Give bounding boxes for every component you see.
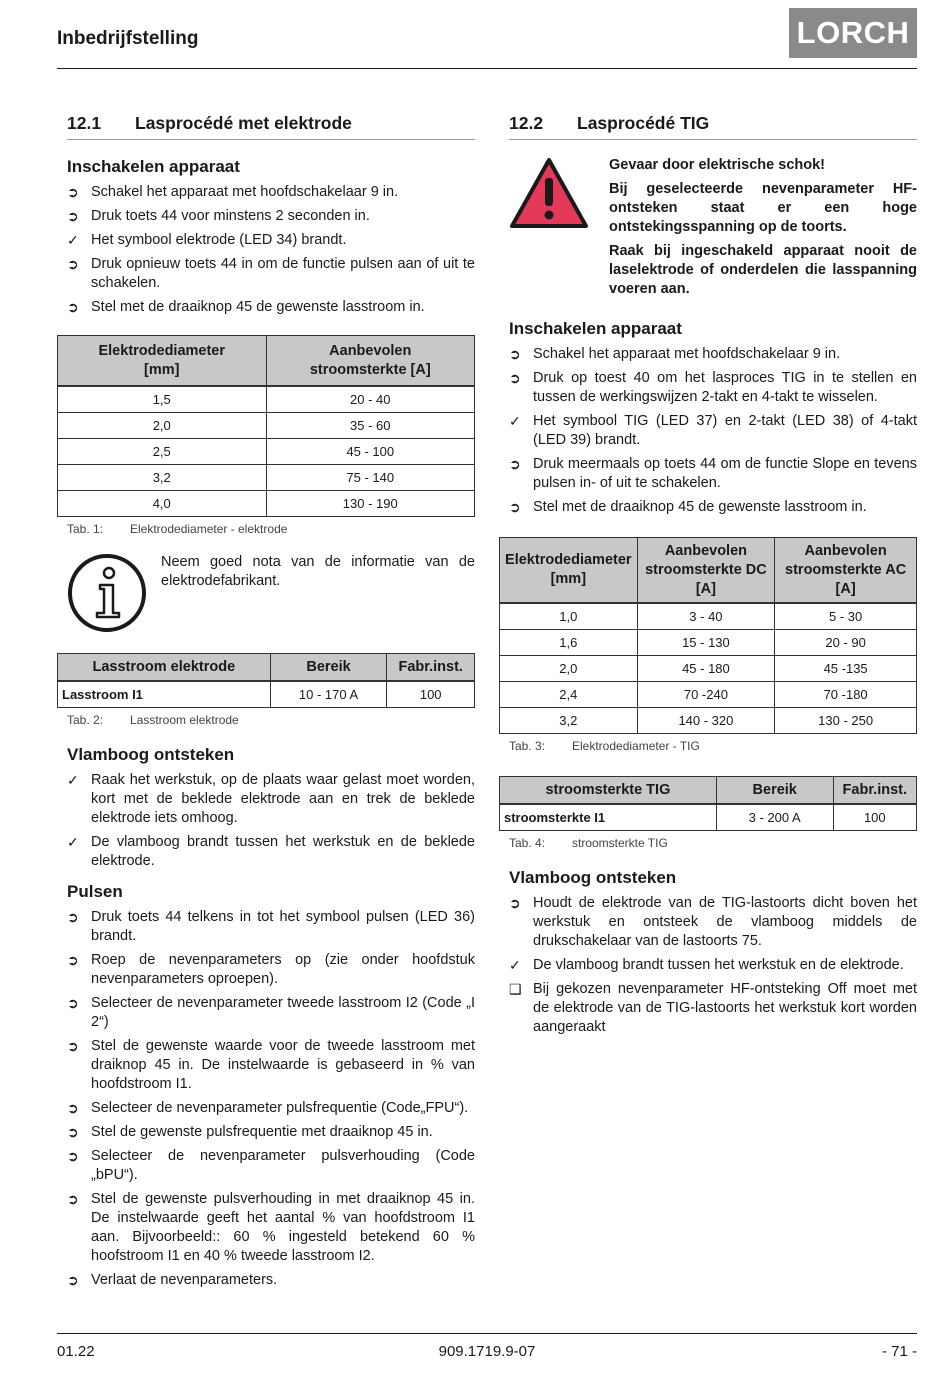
table-cell: 4,0 bbox=[58, 491, 267, 517]
table-cell: 2,4 bbox=[500, 682, 638, 708]
check-icon: ✓ bbox=[67, 772, 79, 788]
subheading-inschakelen: Inschakelen apparaat bbox=[509, 319, 682, 338]
column-header: stroomsterkte TIG bbox=[500, 777, 717, 805]
left-column bbox=[62, 113, 475, 1295]
check-icon: ✓ bbox=[509, 957, 521, 973]
steps-list bbox=[509, 894, 917, 1037]
table-cell: 70 -240 bbox=[637, 682, 775, 708]
list-item bbox=[67, 1099, 475, 1118]
table-cell: 70 -180 bbox=[775, 682, 917, 708]
list-item bbox=[509, 956, 917, 975]
arrow-icon: ➲ bbox=[67, 995, 79, 1011]
list-item-text: Selecteer de nevenparameter pulsverhouding (Code „bPU“). bbox=[91, 1148, 475, 1183]
arrow-icon: ➲ bbox=[509, 370, 521, 386]
steps-list bbox=[67, 183, 475, 317]
arrow-icon: ➲ bbox=[67, 208, 79, 224]
list-item-text: Selecteer de nevenparameter tweede lasstroom I2 (Code „I 2“) bbox=[91, 995, 475, 1030]
column-header: Bereik bbox=[716, 777, 833, 805]
table-cell: 2,0 bbox=[58, 413, 267, 439]
table-cell: 140 - 320 bbox=[637, 708, 775, 734]
table-row bbox=[58, 439, 475, 465]
table-row bbox=[58, 386, 475, 413]
checkbox-icon: ❑ bbox=[509, 981, 522, 997]
list-item-text: Stel de gewenste pulsfrequentie met draaiknop 45 in. bbox=[91, 1124, 433, 1140]
check-icon: ✓ bbox=[67, 834, 79, 850]
steps-list bbox=[509, 345, 917, 517]
info-note bbox=[67, 553, 475, 633]
list-item-text: Druk opnieuw toets 44 in om de functie pulsen aan of uit te schakelen. bbox=[91, 256, 475, 291]
list-item-text: De vlamboog brandt tussen het werkstuk en de elektrode. bbox=[533, 957, 904, 973]
table-row: stroomsterkte I1 3 - 200 A 100 bbox=[500, 804, 917, 831]
list-item-text: Het symbool TIG (LED 37) en 2-takt (LED 38) of 4-takt (LED 39) brandt. bbox=[533, 413, 917, 448]
table-row bbox=[500, 708, 917, 734]
list-item-text: Druk toets 44 telkens in tot het symbool pulsen (LED 36) brandt. bbox=[91, 909, 475, 944]
table-cell: 1,5 bbox=[58, 386, 267, 413]
section-heading-12-2 bbox=[509, 114, 917, 140]
arrow-icon: ➲ bbox=[67, 256, 79, 272]
table-row bbox=[58, 491, 475, 517]
list-item-text: Druk meermaals op toets 44 om de functie Slope en tevens pulsen in- of uit te schakelen. bbox=[533, 456, 917, 491]
list-item bbox=[67, 298, 475, 317]
column-header: Aanbevolen stroomsterkte AC [A] bbox=[775, 538, 917, 604]
table-caption: Tab. 3: Elektrodediameter - TIG bbox=[509, 739, 700, 753]
arrow-icon: ➲ bbox=[67, 1038, 79, 1054]
list-item bbox=[509, 894, 917, 951]
column-header: Elektrodediameter [mm] bbox=[58, 336, 267, 387]
table-cell: 45 - 100 bbox=[266, 439, 475, 465]
list-item bbox=[67, 833, 475, 871]
footer-doc-number: 909.1719.9-07 bbox=[438, 1343, 536, 1360]
table-cell: 35 - 60 bbox=[266, 413, 475, 439]
page-header bbox=[57, 15, 917, 69]
warning-triangle-icon bbox=[509, 156, 589, 230]
table-caption: Tab. 4: stroomsterkte TIG bbox=[509, 836, 668, 850]
table-caption: Tab. 1: Elektrodediameter - elektrode bbox=[67, 522, 288, 536]
section-number: 12.2 bbox=[509, 113, 544, 133]
subheading-vlamboog: Vlamboog ontsteken bbox=[509, 868, 677, 887]
footer-date: 01.22 bbox=[57, 1343, 95, 1360]
table-cell: 130 - 250 bbox=[775, 708, 917, 734]
table-electrode-diameter bbox=[57, 335, 475, 517]
arrow-icon: ➲ bbox=[67, 299, 79, 315]
arrow-icon: ➲ bbox=[67, 952, 79, 968]
table-cell: 5 - 30 bbox=[775, 603, 917, 630]
table-body bbox=[500, 603, 917, 734]
footer-page-number: - 71 - bbox=[881, 1343, 917, 1360]
list-item-text: Verlaat de nevenparameters. bbox=[91, 1272, 278, 1288]
table-body bbox=[58, 386, 475, 517]
table-cell: 2,5 bbox=[58, 439, 267, 465]
check-icon: ✓ bbox=[509, 413, 521, 429]
subheading-vlamboog: Vlamboog ontsteken bbox=[67, 745, 235, 764]
list-item bbox=[509, 498, 917, 517]
table-cell: 20 - 90 bbox=[775, 630, 917, 656]
steps-list bbox=[67, 908, 475, 1290]
table-row bbox=[500, 682, 917, 708]
section-title: Lasprocédé TIG bbox=[577, 113, 710, 133]
list-item bbox=[67, 255, 475, 293]
list-item-text: Druk toets 44 voor minstens 2 seconden in. bbox=[91, 208, 370, 224]
list-item-text: Roep de nevenparameters op (zie onder hoofdstuk nevenparameters oproepen). bbox=[91, 952, 475, 987]
list-item bbox=[509, 369, 917, 407]
table-cell: 130 - 190 bbox=[266, 491, 475, 517]
steps-list bbox=[67, 771, 475, 871]
list-item bbox=[67, 1123, 475, 1142]
lorch-logo: LORCH bbox=[789, 8, 917, 58]
list-item bbox=[67, 207, 475, 226]
list-item-text: Houdt de elektrode van de TIG-lastoorts dicht boven het werkstuk en ontsteek de vlamboog middels de drukschakelaar van de lastoorts 75. bbox=[533, 895, 917, 949]
column-header: Fabr.inst. bbox=[387, 654, 475, 682]
list-item-text: Stel de gewenste waarde voor de tweede lasstroom met draiknop 45 in. De instelwaarde is gebaseerd in % van hoofdstroom I1. bbox=[91, 1038, 475, 1092]
arrow-icon: ➲ bbox=[67, 1124, 79, 1140]
info-icon bbox=[67, 553, 147, 633]
table-row bbox=[58, 465, 475, 491]
list-item-text: Stel met de draaiknop 45 de gewenste lasstroom in. bbox=[533, 499, 867, 515]
list-item-text: Selecteer de nevenparameter pulsfrequentie (Code„FPU“). bbox=[91, 1100, 469, 1116]
table-cell: 45 -135 bbox=[775, 656, 917, 682]
arrow-icon: ➲ bbox=[67, 1191, 79, 1207]
list-item bbox=[509, 980, 917, 1037]
table-cell: 1,0 bbox=[500, 603, 638, 630]
arrow-icon: ➲ bbox=[509, 456, 521, 472]
subheading-pulsen: Pulsen bbox=[67, 882, 123, 901]
column-header: Elektrodediameter [mm] bbox=[500, 538, 638, 604]
arrow-icon: ➲ bbox=[509, 499, 521, 515]
column-header: Fabr.inst. bbox=[833, 777, 916, 805]
list-item-text: Bij gekozen nevenparameter HF-ontsteking Off moet met de elektrode van de TIG-lastoorts het werkstuk kort worden aangeraakt bbox=[533, 981, 917, 1035]
list-item bbox=[67, 994, 475, 1032]
list-item-text: Schakel het apparaat met hoofdschakelaar 9 in. bbox=[91, 184, 399, 200]
list-item-text: Het symbool elektrode (LED 34) brandt. bbox=[91, 232, 347, 248]
arrow-icon: ➲ bbox=[67, 184, 79, 200]
column-header: Aanbevolen stroomsterkte DC [A] bbox=[637, 538, 775, 604]
table-cell: 3,2 bbox=[500, 708, 638, 734]
table-cell: 2,0 bbox=[500, 656, 638, 682]
list-item-text: Stel de gewenste pulsverhouding in met draaiknop 45 in. De instelwaarde geeft het aantal % van hoofdstroom I1 aan. Bijvoorbeeld:: 60 % ingesteld betekend 60 % hoofstroom I1 en 40 % tweede lasstroom I2. bbox=[91, 1191, 475, 1264]
list-item-text: Raak het werkstuk, op de plaats waar gelast moet worden, kort met de beklede elektrode aan en trek de beklede elektrode iets omhoog. bbox=[91, 772, 475, 826]
warning-box bbox=[509, 156, 917, 304]
table-cell: 15 - 130 bbox=[637, 630, 775, 656]
list-item bbox=[67, 771, 475, 828]
arrow-icon: ➲ bbox=[67, 1100, 79, 1116]
table-lasstroom bbox=[57, 653, 475, 708]
table-cell: 3,2 bbox=[58, 465, 267, 491]
table-cell: 45 - 180 bbox=[637, 656, 775, 682]
table-stroomsterkte-tig bbox=[499, 776, 917, 831]
table-row bbox=[500, 603, 917, 630]
arrow-icon: ➲ bbox=[509, 895, 521, 911]
check-icon: ✓ bbox=[67, 232, 79, 248]
table-row bbox=[58, 413, 475, 439]
arrow-icon: ➲ bbox=[67, 1148, 79, 1164]
subheading-inschakelen: Inschakelen apparaat bbox=[67, 157, 240, 176]
table-cell: 20 - 40 bbox=[266, 386, 475, 413]
list-item bbox=[67, 231, 475, 250]
arrow-icon: ➲ bbox=[67, 1272, 79, 1288]
right-column bbox=[504, 113, 917, 1042]
section-title: Lasprocédé met elektrode bbox=[135, 113, 352, 133]
list-item bbox=[509, 345, 917, 364]
list-item-text: De vlamboog brandt tussen het werkstuk en de beklede elektrode. bbox=[91, 834, 475, 869]
column-header: Aanbevolen stroomsterkte [A] bbox=[266, 336, 475, 387]
list-item bbox=[67, 1037, 475, 1094]
list-item bbox=[509, 455, 917, 493]
list-item bbox=[67, 908, 475, 946]
section-number: 12.1 bbox=[67, 113, 102, 133]
page-footer bbox=[57, 1333, 917, 1360]
list-item bbox=[67, 951, 475, 989]
list-item bbox=[67, 1271, 475, 1290]
info-text: Neem goed nota van de informatie van de elektrodefabrikant. bbox=[161, 554, 475, 589]
arrow-icon: ➲ bbox=[67, 909, 79, 925]
table-cell: 1,6 bbox=[500, 630, 638, 656]
section-heading-12-1 bbox=[67, 114, 475, 140]
list-item bbox=[67, 1147, 475, 1185]
table-cell: 3 - 40 bbox=[637, 603, 775, 630]
column-header: Bereik bbox=[270, 654, 387, 682]
table-tig-diameter bbox=[499, 537, 917, 734]
list-item bbox=[67, 183, 475, 202]
table-cell: 75 - 140 bbox=[266, 465, 475, 491]
table-row: Lasstroom I1 10 - 170 A 100 bbox=[58, 681, 475, 708]
arrow-icon: ➲ bbox=[509, 346, 521, 362]
table-row bbox=[500, 656, 917, 682]
list-item bbox=[509, 412, 917, 450]
list-item-text: Schakel het apparaat met hoofdschakelaar 9 in. bbox=[533, 346, 841, 362]
list-item-text: Druk op toest 40 om het lasproces TIG in te stellen en tussen de werkingswijzen 2-takt en 4-takt te wisselen. bbox=[533, 370, 917, 405]
list-item bbox=[67, 1190, 475, 1266]
list-item-text: Stel met de draaiknop 45 de gewenste lasstroom in. bbox=[91, 299, 425, 315]
table-row bbox=[500, 630, 917, 656]
page-title: Inbedrijfstelling bbox=[57, 28, 199, 49]
warning-text: Gevaar door elektrische schok! Bij geselecteerde nevenparameter HF-ontsteken staat er een hoge ontstekingsspanning op de toorts. Raak bij ingeschakeld apparaat nooit de laselektrode of onderdelen die lasspanning voeren aan. bbox=[609, 157, 917, 297]
column-header: Lasstroom elektrode bbox=[58, 654, 271, 682]
table-caption: Tab. 2: Lasstroom elektrode bbox=[67, 713, 239, 727]
